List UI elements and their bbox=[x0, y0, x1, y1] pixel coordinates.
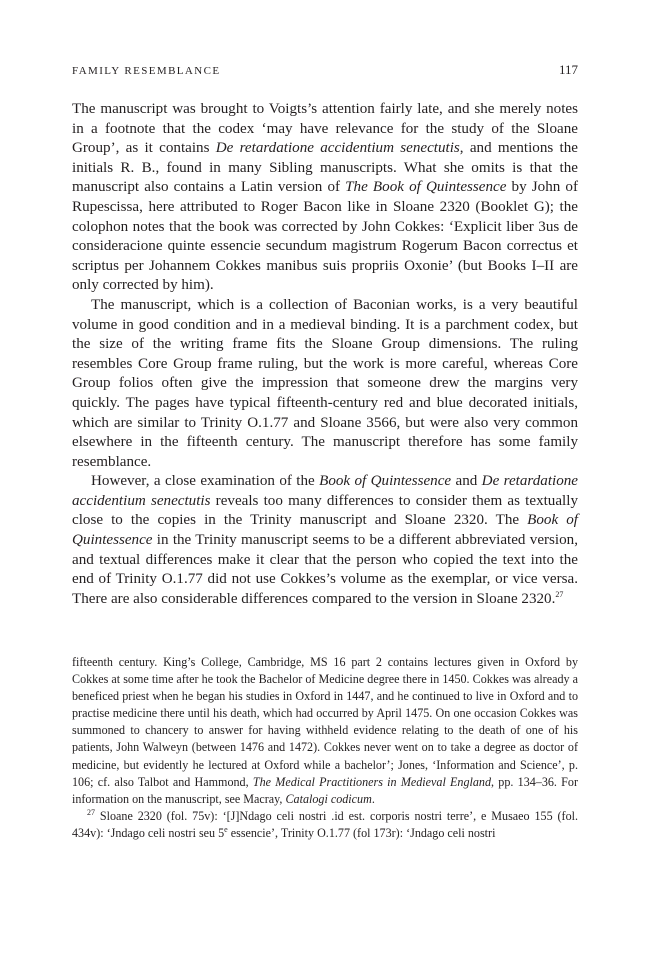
work-title: The Book of Quintessence bbox=[345, 179, 507, 196]
paragraph-2: The manuscript, which is a collection of Baconian works, is a very beautiful volume in good condition and in a medieval binding. It is a parchment codex, but the size of the writing frame fits the Sloane Group dimensions. The ruling resembles Core Group frame ruling, but the work is more careful, whereas Core Group folios often give the impression that someone drew the margins very quickly. The pages have typical fifteenth-century red and blue decorated initials, which are similar to Trinity O.1.77 and Sloane 3566, but were also very common elsewhere in the fifteenth century. The manuscript therefore has some family resemblance. bbox=[72, 296, 578, 470]
main-text bbox=[72, 100, 578, 609]
paragraph-1: The manuscript was brought to Voigts’s attention fairly late, and she merely notes in a footnote that the codex ‘may have relevance for the study of the Sloane Group’, as it contains De retardatione accidentium senectutis, and mentions the initials R. B., found in many Sibling manuscripts. What she omits is that the manuscript also contains a Latin version of The Book of Quintessence by John of Rupescissa, here attributed to Roger Bacon like in Sloane 2320 (Booklet G); the colophon notes that the book was corrected by John Cokkes: ‘Explicit liber 3us de consideracione quinte essencie secundum magistrum Rogerum Bacon correctus et scriptus per Johannem Cokkes manibus suis propriis Oxonie’ (but Books I–II are only corrected by him). bbox=[72, 101, 578, 294]
footnote-number: 27 bbox=[87, 807, 95, 817]
paragraph-3: However, a close examination of the Book of Quintessence and De retardatione accidentium senectutis reveals too many differences to consider them as textually close to the copies in the Trinity manuscript and Sloane 2320. The Book of Quintessence in the Trinity manuscript seems to be a different abbreviated version, and textual differences make it clear that the person who copied the text into the end of Trinity O.1.77 did not use Cokkes’s volume as the exemplar, or vice versa. There are also considerable differences compared to the version in Sloane 2320.27 bbox=[72, 473, 578, 607]
footnotes bbox=[72, 654, 578, 842]
footnote-ref-27[interactable]: 27 bbox=[555, 589, 564, 599]
work-title: Book of Quintessence bbox=[72, 512, 578, 549]
work-title: Catalogi codicum bbox=[285, 791, 372, 806]
running-title: FAMILY RESEMBLANCE bbox=[72, 65, 221, 77]
work-title: Book of Quintessence bbox=[319, 473, 452, 490]
superscript-e: e bbox=[224, 824, 228, 834]
page-number: 117 bbox=[558, 62, 578, 77]
work-title: The Medical Practitioners in Medieval England bbox=[252, 774, 492, 789]
footnote-continuation: fifteenth century. King’s College, Cambridge, MS 16 part 2 contains lectures given in Oxford by Cokkes at some time after he took the Bachelor of Medicine degree there in 1450. Cokkes was already a beneficed priest when he began his studies in Oxford in 1447, and he continued to live in Oxford and to practise medicine there until his death, which had occurred by April 1475. On one occasion Cokkes was summoned to chancery to answer for having withheld evidence relating to the death of one of his patients, John Walweyn (between 1476 and 1472). Cokkes never went on to take a degree as doctor of medicine, but evidently he lectured at Oxford while a bachelor’; Jones, ‘Information and Science’, p. 106; cf. also Talbot and Hammond, The Medical Practitioners in Medieval England, pp. 134–36. For information on the manuscript, see Macray, Catalogi codicum. bbox=[72, 655, 578, 806]
work-title: De retardatione accidentium senectutis bbox=[215, 140, 460, 157]
running-head bbox=[72, 62, 578, 78]
footnote-27: $^{27}$ Sloane 2320 (fol. 75v): ‘[J]Ndago celi nostri .id est. corporis nostri terre’, e Musaeo 155 (fol. 434v): ‘Jndago celi nostri seu 5e essencie’, Trinity O.1.77 (fol 173r): ‘Jndago celi nostri bbox=[72, 807, 578, 840]
work-title: De retardatione accidentium senectutis bbox=[72, 473, 578, 509]
